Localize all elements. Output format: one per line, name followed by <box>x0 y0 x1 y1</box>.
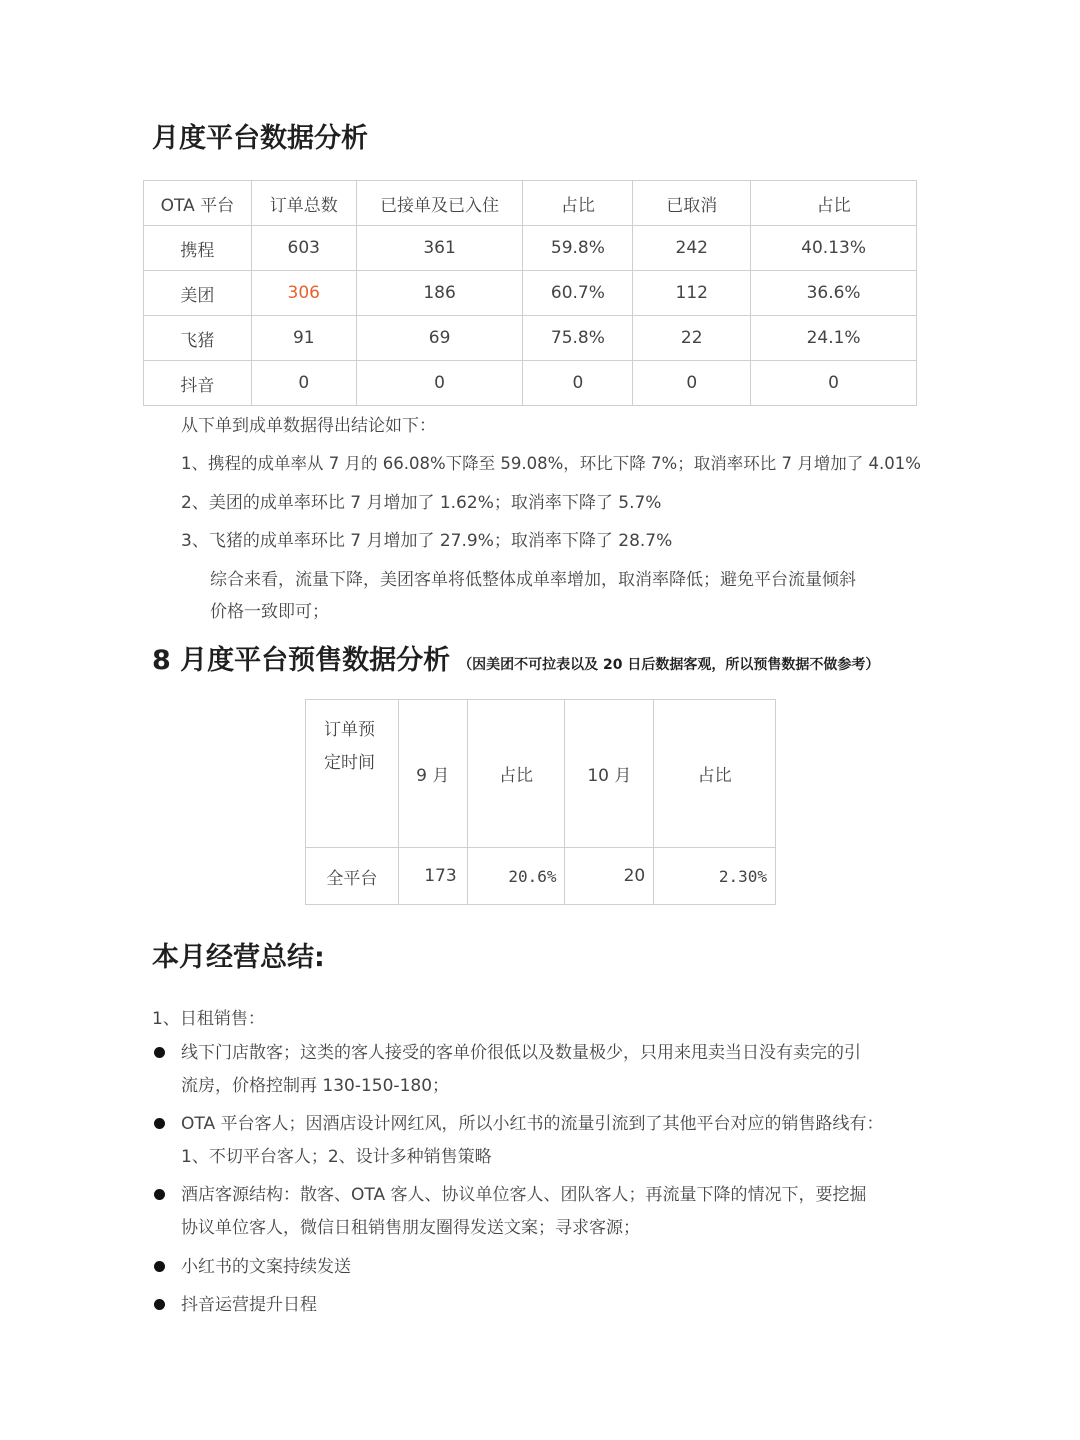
section-title-presale <box>152 638 879 677</box>
header-cell: 9 月 <box>398 700 467 848</box>
table-row <box>144 226 917 271</box>
section-title-summary: 本月经营总结: <box>152 942 325 973</box>
table-cell: 24.1% <box>751 316 917 361</box>
header-cell: OTA 平台 <box>144 181 252 226</box>
list-item-line: 1、不切平台客人；2、设计多种销售策略 <box>181 1147 492 1167</box>
conclusion-intro: 从下单到成单数据得出结论如下： <box>181 416 436 436</box>
table-header-row <box>306 700 776 848</box>
platform-name: 携程 <box>144 226 252 271</box>
platform-data-table <box>143 180 917 406</box>
bullet-dot-icon <box>154 1189 165 1200</box>
header-line: 订单预 <box>324 720 375 740</box>
bullet-dot-icon <box>154 1261 165 1272</box>
header-cell: 占比 <box>523 181 633 226</box>
table-cell: 60.7% <box>523 271 633 316</box>
list-item <box>181 1037 941 1103</box>
table-cell: 361 <box>356 226 523 271</box>
table-cell: 20.6% <box>467 848 565 905</box>
list-item-line: 抖音运营提升日程 <box>181 1295 317 1315</box>
header-cell: 已接单及已入住 <box>356 181 523 226</box>
list-item-line: OTA 平台客人；因酒店设计网红风，所以小红书的流量引流到了其他平台对应的销售路线有： <box>181 1114 884 1134</box>
header-cell: 已取消 <box>633 181 751 226</box>
platform-name: 美团 <box>144 271 252 316</box>
header-cell: 10 月 <box>565 700 654 848</box>
summary-line: 价格一致即可； <box>210 602 329 622</box>
table-cell: 0 <box>251 361 356 406</box>
conclusion-item: 2、美团的成单率环比 7 月增加了 1.62%；取消率下降了 5.7% <box>181 493 662 513</box>
list-item-line: 流房，价格控制再 130-150-180； <box>181 1076 450 1096</box>
list-item <box>181 1108 941 1174</box>
section-title-monthly: 月度平台数据分析 <box>152 123 368 154</box>
table-cell: 91 <box>251 316 356 361</box>
list-item-line: 协议单位客人，微信日租销售朋友圈得发送文案；寻求客源； <box>181 1218 640 1238</box>
table-cell: 173 <box>398 848 467 905</box>
header-cell: 订单总数 <box>251 181 356 226</box>
table-cell: 0 <box>523 361 633 406</box>
header-cell: 占比 <box>654 700 776 848</box>
header-cell: 占比 <box>751 181 917 226</box>
table-cell: 2.30% <box>654 848 776 905</box>
list-item <box>181 1179 941 1245</box>
list-item-line: 线下门店散客；这类的客人接受的客单价很低以及数量极少，只用来甩卖当日没有卖完的引 <box>181 1043 861 1063</box>
bullet-dot-icon <box>154 1299 165 1310</box>
table-cell: 75.8% <box>523 316 633 361</box>
presale-title-text: 8 月度平台预售数据分析 <box>152 645 451 676</box>
platform-name: 飞猪 <box>144 316 252 361</box>
list-item <box>181 1289 941 1322</box>
platform-name: 抖音 <box>144 361 252 406</box>
table-cell: 22 <box>633 316 751 361</box>
presale-note: （因美团不可拉表以及 20 日后数据客观，所以预售数据不做参考） <box>458 657 880 673</box>
table-header-row <box>144 181 917 226</box>
bullet-dot-icon <box>154 1047 165 1058</box>
list-item-line: 酒店客源结构：散客、OTA 客人、协议单位客人、团队客人；再流量下降的情况下，要挖掘 <box>181 1185 867 1205</box>
table-cell: 20 <box>565 848 654 905</box>
table-row <box>144 361 917 406</box>
table-cell: 40.13% <box>751 226 917 271</box>
table-cell: 69 <box>356 316 523 361</box>
table-cell: 112 <box>633 271 751 316</box>
table-cell: 0 <box>356 361 523 406</box>
header-cell <box>306 700 399 848</box>
row-label: 全平台 <box>306 848 399 905</box>
table-cell: 603 <box>251 226 356 271</box>
summary-line: 综合来看，流量下降，美团客单将低整体成单率增加，取消率降低；避免平台流量倾斜 <box>210 570 856 590</box>
table-cell: 36.6% <box>751 271 917 316</box>
conclusion-item: 3、飞猪的成单率环比 7 月增加了 27.9%；取消率下降了 28.7% <box>181 531 673 551</box>
presale-table <box>305 699 776 905</box>
list-item <box>181 1251 941 1284</box>
table-cell: 0 <box>633 361 751 406</box>
table-cell: 186 <box>356 271 523 316</box>
table-row <box>306 848 776 905</box>
highlighted-cell: 306 <box>251 271 356 316</box>
table-row <box>144 271 917 316</box>
bullet-dot-icon <box>154 1118 165 1129</box>
summary-subhead: 1、日租销售： <box>152 1009 265 1029</box>
table-cell: 0 <box>751 361 917 406</box>
header-cell: 占比 <box>467 700 565 848</box>
table-row <box>144 316 917 361</box>
conclusion-item: 1、携程的成单率从 7 月的 66.08%下降至 59.08%，环比下降 7%；取消率环比 7 月增加了 4.01% <box>181 454 921 473</box>
table-cell: 242 <box>633 226 751 271</box>
list-item-line: 小红书的文案持续发送 <box>181 1257 351 1277</box>
table-cell: 59.8% <box>523 226 633 271</box>
header-line: 定时间 <box>324 753 375 773</box>
